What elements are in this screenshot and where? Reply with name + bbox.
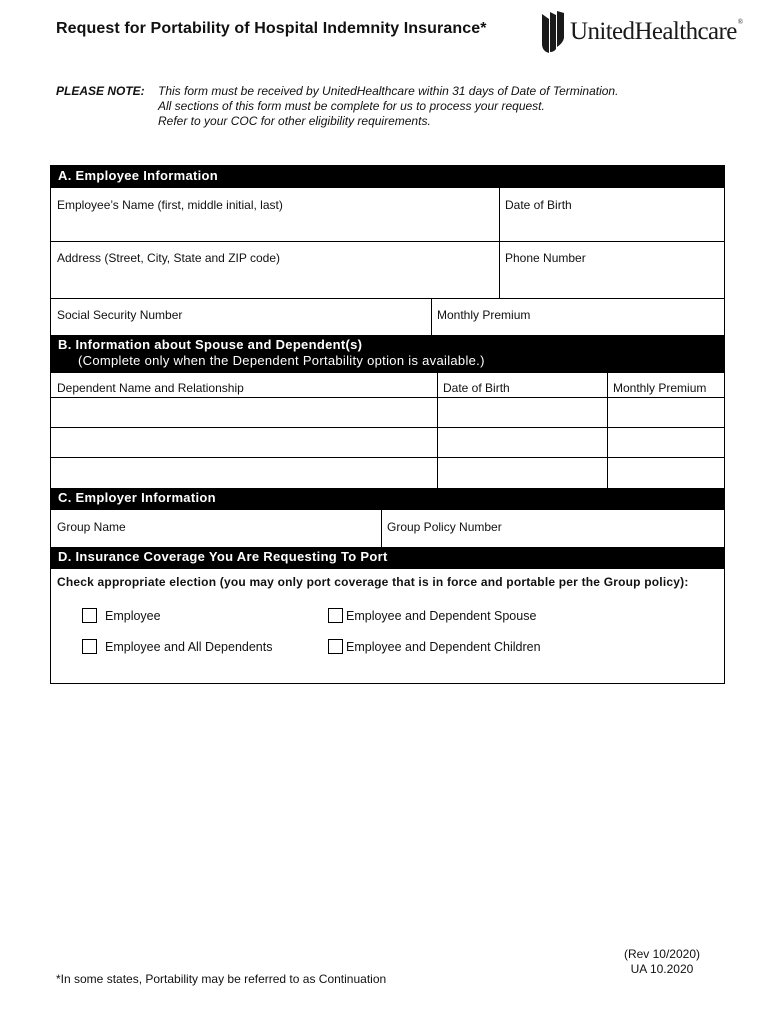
note-label: PLEASE NOTE:: [56, 84, 145, 98]
group-policy-number-field[interactable]: [381, 510, 726, 547]
note-line-1: This form must be received by UnitedHealthcare within 31 days of Date of Termination.: [158, 84, 619, 98]
dependent-2-dob-input[interactable]: [437, 427, 607, 457]
col-monthly-premium: Monthly Premium: [613, 381, 707, 395]
revision-info: [624, 947, 700, 977]
section-c-header: C. Employer Information: [51, 488, 724, 510]
section-b-header: [51, 335, 724, 373]
employee-children-checkbox[interactable]: [328, 639, 343, 654]
employee-dob-label: Date of Birth: [505, 198, 572, 212]
option-employee-spouse[interactable]: [328, 608, 536, 623]
section-b-subtitle: (Complete only when the Dependent Portability option is available.): [78, 353, 485, 368]
dependent-3-dob-input[interactable]: [437, 457, 607, 488]
please-note: [56, 84, 746, 129]
ssn-field[interactable]: [51, 298, 431, 335]
option-employee-all-dependents-label: Employee and All Dependents: [105, 639, 273, 654]
option-employee-children-label: Employee and Dependent Children: [346, 639, 541, 654]
option-employee-spouse-label: Employee and Dependent Spouse: [346, 608, 537, 623]
form-code: UA 10.2020: [630, 962, 694, 976]
ssn-label: Social Security Number: [57, 308, 183, 322]
phone-label: Phone Number: [505, 251, 586, 265]
dependent-3-name-input[interactable]: [51, 457, 437, 488]
employee-name-label: Employee’s Name (first, middle initial, last): [57, 198, 283, 212]
option-employee-all-dependents[interactable]: [82, 639, 272, 654]
group-policy-number-label: Group Policy Number: [387, 520, 502, 534]
employee-all-dependents-checkbox[interactable]: [82, 639, 97, 654]
form-title: Request for Portability of Hospital Indemnity Insurance*: [56, 20, 487, 37]
group-name-field[interactable]: [51, 510, 381, 547]
phone-field[interactable]: [499, 241, 726, 298]
dependent-2-premium-input[interactable]: [607, 427, 726, 457]
section-b-title: B. Information about Spouse and Dependent(s): [58, 337, 363, 352]
address-label: Address (Street, City, State and ZIP code): [57, 251, 280, 265]
dependent-3-premium-input[interactable]: [607, 457, 726, 488]
dependent-1-premium-input[interactable]: [607, 397, 726, 427]
logo-wordmark: UnitedHealthcare®: [570, 18, 743, 45]
employee-name-field[interactable]: [51, 188, 499, 241]
section-a-header: A. Employee Information: [51, 166, 724, 188]
employee-spouse-checkbox[interactable]: [328, 608, 343, 623]
dependent-1-name-input[interactable]: [51, 397, 437, 427]
employee-dob-field[interactable]: [499, 188, 726, 241]
uhc-shield-icon: [540, 10, 566, 54]
revision-date: (Rev 10/2020): [623, 947, 700, 961]
election-instruction: Check appropriate election (you may only port coverage that is in force and portable per the Group policy):: [57, 575, 689, 589]
footnote: *In some states, Portability may be referred to as Continuation: [56, 972, 387, 986]
option-employee-children[interactable]: [328, 639, 541, 654]
monthly-premium-field[interactable]: [431, 298, 726, 335]
address-field[interactable]: [51, 241, 499, 298]
group-name-label: Group Name: [57, 520, 126, 534]
note-line-3: Refer to your COC for other eligibility requirements.: [158, 114, 431, 128]
dependent-1-dob-input[interactable]: [437, 397, 607, 427]
employee-checkbox[interactable]: [82, 608, 97, 623]
section-d-header: D. Insurance Coverage You Are Requesting To Port: [51, 547, 724, 569]
option-employee-label: Employee: [105, 608, 161, 623]
note-line-2: All sections of this form must be complete for us to process your request.: [158, 99, 545, 113]
col-date-of-birth: Date of Birth: [443, 381, 510, 395]
unitedhealthcare-logo: [540, 10, 742, 54]
col-dependent-name: Dependent Name and Relationship: [57, 381, 244, 395]
portability-form: [50, 165, 725, 684]
dependent-2-name-input[interactable]: [51, 427, 437, 457]
option-employee[interactable]: [82, 608, 161, 623]
monthly-premium-label: Monthly Premium: [437, 308, 531, 322]
